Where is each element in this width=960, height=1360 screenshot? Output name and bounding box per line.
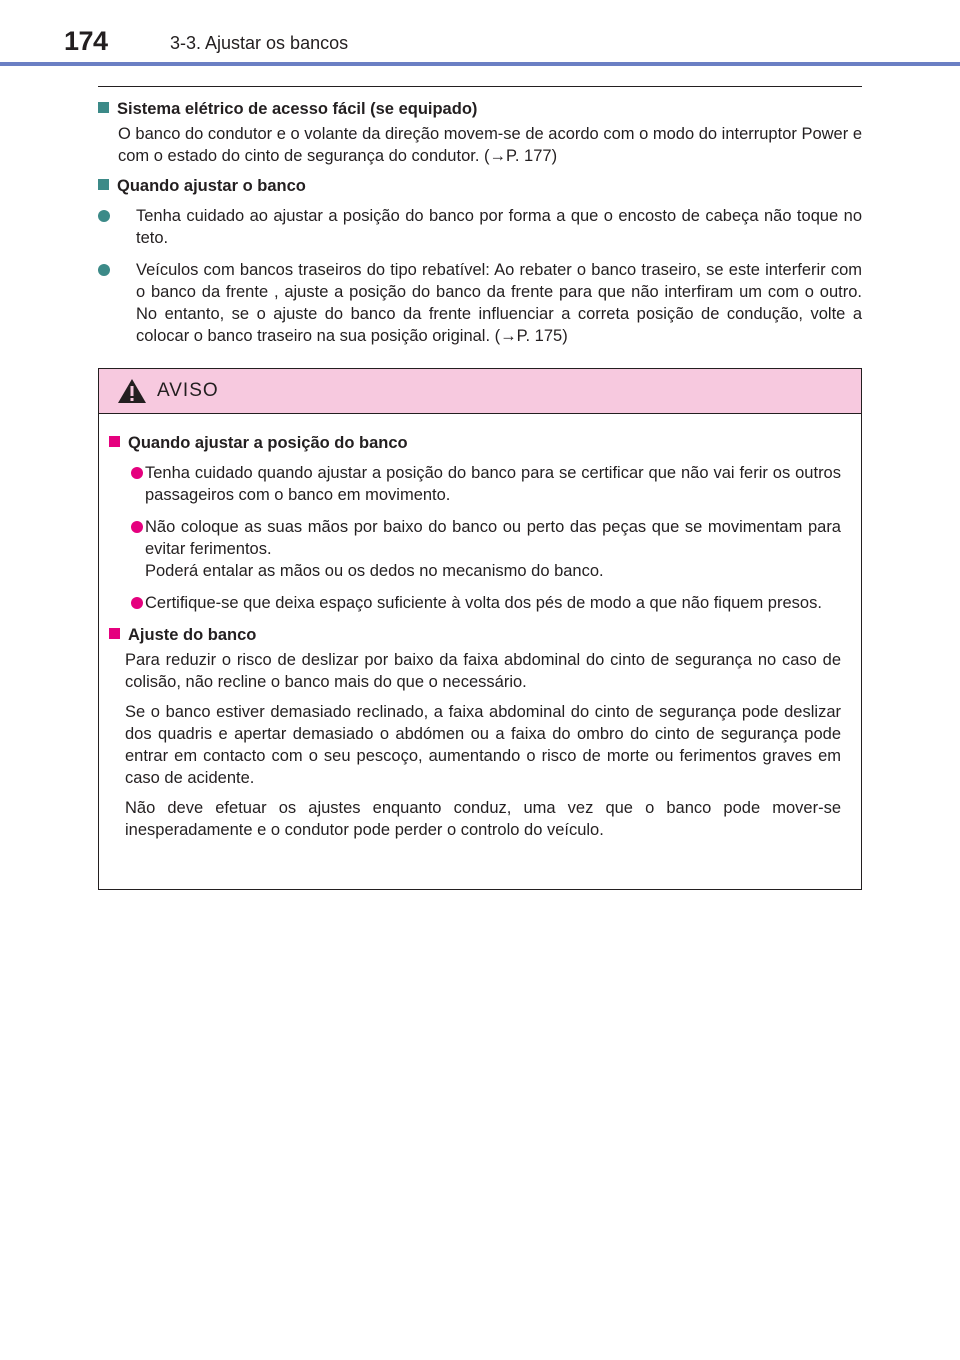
- warning-triangle-icon: [117, 378, 147, 409]
- header-rule: [0, 62, 960, 66]
- bullet-item: Tenha cuidado quando ajustar a posição do banco para se certificar que não vai ferir os outros passageiros com o banco em movimento.: [109, 462, 841, 506]
- content-top-rule: [98, 86, 862, 87]
- page-number: 174: [64, 26, 108, 56]
- paragraph: Se o banco estiver demasiado reclinado, a faixa abdominal do cinto de segurança pode deslizar dos quadris e apertar demasiado o abdómen ou a faixa do ombro do cinto de segurança pode entrar em contacto com o seu pescoço, aumentando o risco de morte ou ferimentos graves em caso de acidente.: [125, 703, 841, 787]
- bullet-extra-line: Poderá entalar as mãos ou os dedos no mecanismo do banco.: [145, 562, 604, 580]
- square-bullet-icon: [109, 436, 120, 447]
- heading-adjusting-position: Quando ajustar a posição do banco: [109, 432, 847, 454]
- heading-seat-adjustment: Ajuste do banco: [109, 624, 847, 646]
- paragraph-easy-access: O banco do condutor e o volante da direção movem-se de acordo com o modo do interruptor Power e com o estado do cinto de segurança do condutor. (→P. 177): [118, 125, 862, 165]
- circle-bullet-icon: [131, 467, 143, 479]
- bullet-item: Tenha cuidado ao ajustar a posição do banco por forma a que o encosto de cabeça não toque no teto.: [98, 205, 862, 249]
- warning-box: [98, 368, 862, 890]
- square-bullet-icon: [98, 179, 109, 190]
- warning-body: [99, 414, 861, 841]
- circle-bullet-icon: [131, 521, 143, 533]
- warning-header: [99, 369, 861, 414]
- paragraph: Para reduzir o risco de deslizar por baixo da faixa abdominal do cinto de segurança no caso de colisão, não recline o banco mais do que o necessário.: [125, 651, 841, 691]
- paragraph: Não deve efetuar os ajustes enquanto conduz, uma vez que o banco pode mover-se inesperadamente e o condutor pode perder o controlo do veículo.: [125, 799, 841, 839]
- section-title: 3-3. Ajustar os bancos: [170, 33, 349, 53]
- warning-label: AVISO: [157, 380, 219, 401]
- circle-bullet-icon: [131, 597, 143, 609]
- page-header: [0, 0, 960, 66]
- bullet-item: Veículos com bancos traseiros do tipo rebatível: Ao rebater o banco traseiro, se este interferir com o banco da frente , ajuste a posição do banco da frente para que não interfiram um com o outro. No entanto, se o ajuste do banco da frente influenciar a correta posição de condução, volte a colocar o banco traseiro na sua posição original. (→P. 175): [98, 259, 862, 347]
- square-bullet-icon: [109, 628, 120, 639]
- circle-bullet-icon: [98, 264, 110, 276]
- square-bullet-icon: [98, 102, 109, 113]
- bullet-item: Não coloque as suas mãos por baixo do banco ou perto das peças que se movimentam para evitar ferimentos. Poderá entalar as mãos ou os dedos no mecanismo do banco.: [109, 516, 841, 582]
- circle-bullet-icon: [98, 210, 110, 222]
- main-content: [98, 98, 862, 347]
- heading-easy-access: Sistema elétrico de acesso fácil (se equipado): [98, 98, 862, 120]
- bullet-item: Certifique-se que deixa espaço suficiente à volta dos pés de modo a que não fiquem presos.: [109, 592, 841, 614]
- heading-when-adjusting: Quando ajustar o banco: [98, 175, 862, 197]
